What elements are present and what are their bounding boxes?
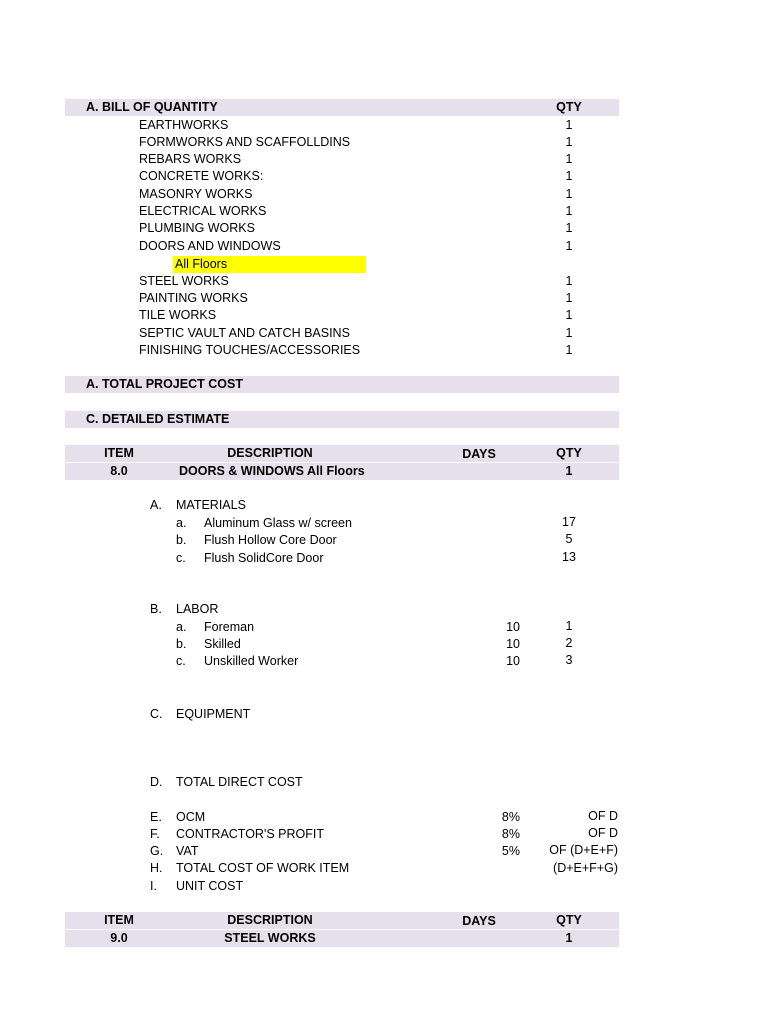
- boq-item-label: FINISHING TOUCHES/ACCESSORIES: [139, 343, 361, 357]
- section-label: EQUIPMENT: [176, 707, 251, 721]
- boq-item-label: SEPTIC VAULT AND CATCH BASINS: [139, 326, 350, 340]
- header-qty: QTY: [556, 446, 582, 460]
- boq-title: A. BILL OF QUANTITY: [86, 100, 218, 114]
- material-label: Flush SolidCore Door: [204, 551, 324, 565]
- labor-label: Unskilled Worker: [204, 654, 299, 668]
- labor-days: 10: [506, 637, 520, 651]
- cost-pct: 8%: [501, 827, 520, 841]
- boq-item-qty: 1: [565, 152, 573, 166]
- cost-label: CONTRACTOR'S PROFIT: [176, 827, 324, 841]
- cost-letter: F.: [150, 827, 160, 841]
- boq-item-qty: 1: [565, 343, 573, 357]
- boq-item-qty: 1: [565, 221, 573, 235]
- item-number: 9.0: [110, 931, 128, 945]
- cost-pct: 8%: [501, 810, 520, 824]
- sub-letter: c.: [176, 654, 186, 668]
- boq-qty-header: QTY: [556, 100, 582, 114]
- sub-letter: b.: [176, 637, 187, 651]
- cost-label: VAT: [176, 844, 199, 858]
- section-letter: B.: [150, 602, 162, 616]
- section-letter: D.: [150, 775, 163, 789]
- boq-item-qty: 1: [565, 169, 573, 183]
- table-header-band: [65, 912, 619, 929]
- cost-letter: H.: [150, 861, 163, 875]
- item-qty: 1: [565, 931, 573, 945]
- header-days: DAYS: [462, 914, 496, 928]
- cost-letter: E.: [150, 810, 162, 824]
- boq-item-qty: 1: [565, 204, 573, 218]
- header-description: DESCRIPTION: [227, 913, 313, 927]
- header-days: DAYS: [462, 447, 496, 461]
- header-qty: QTY: [556, 913, 582, 927]
- cost-of: OF (D+E+F): [549, 843, 618, 857]
- sub-letter: a.: [176, 516, 187, 530]
- material-label: Aluminum Glass w/ screen: [204, 516, 352, 530]
- cost-label: TOTAL COST OF WORK ITEM: [176, 861, 350, 875]
- boq-item-qty: 1: [565, 135, 573, 149]
- detailed-estimate-title: C. DETAILED ESTIMATE: [86, 412, 230, 426]
- sub-letter: c.: [176, 551, 186, 565]
- labor-qty: 2: [565, 636, 573, 650]
- header-item: ITEM: [104, 446, 134, 460]
- boq-item-label: STEEL WORKS: [139, 274, 229, 288]
- section-letter: A.: [150, 498, 162, 512]
- boq-item-label: PLUMBING WORKS: [139, 221, 255, 235]
- labor-days: 10: [506, 620, 520, 634]
- boq-item-qty: 1: [565, 308, 573, 322]
- sub-letter: b.: [176, 533, 187, 547]
- item-number: 8.0: [110, 464, 128, 478]
- labor-label: Foreman: [204, 620, 255, 634]
- section-label: MATERIALS: [176, 498, 246, 512]
- material-qty: 13: [562, 550, 576, 564]
- boq-item-qty: 1: [565, 274, 573, 288]
- item-row-band: [65, 930, 619, 947]
- boq-item-label: CONCRETE WORKS:: [139, 169, 264, 183]
- labor-qty: 3: [565, 653, 573, 667]
- cost-label: UNIT COST: [176, 879, 244, 893]
- highlight-label: All Floors: [175, 257, 228, 271]
- sub-letter: a.: [176, 620, 187, 634]
- boq-item-label: REBARS WORKS: [139, 152, 242, 166]
- cost-letter: I.: [150, 879, 157, 893]
- boq-item-label: DOORS AND WINDOWS: [139, 239, 281, 253]
- boq-item-label: ELECTRICAL WORKS: [139, 204, 267, 218]
- boq-item-qty: 1: [565, 187, 573, 201]
- material-label: Flush Hollow Core Door: [204, 533, 337, 547]
- boq-item-label: EARTHWORKS: [139, 118, 229, 132]
- cost-label: OCM: [176, 810, 206, 824]
- boq-item-qty: 1: [565, 118, 573, 132]
- boq-item-label: MASONRY WORKS: [139, 187, 253, 201]
- boq-item-qty: 1: [565, 326, 573, 340]
- cost-pct: 5%: [501, 844, 520, 858]
- header-item: ITEM: [104, 913, 134, 927]
- header-description: DESCRIPTION: [227, 446, 313, 460]
- total-project-cost-title: A. TOTAL PROJECT COST: [86, 377, 243, 391]
- boq-item-qty: 1: [565, 291, 573, 305]
- section-letter: C.: [150, 707, 163, 721]
- cost-of: OF D: [588, 826, 618, 840]
- boq-item-qty: 1: [565, 239, 573, 253]
- section-label: LABOR: [176, 602, 219, 616]
- labor-days: 10: [506, 654, 520, 668]
- item-description: DOORS & WINDOWS All Floors: [179, 464, 365, 478]
- boq-item-label: PAINTING WORKS: [139, 291, 248, 305]
- material-qty: 17: [562, 515, 576, 529]
- cost-of: (D+E+F+G): [553, 861, 618, 875]
- table-header-band: [65, 445, 619, 462]
- material-qty: 5: [565, 532, 573, 546]
- section-label: TOTAL DIRECT COST: [176, 775, 303, 789]
- labor-label: Skilled: [204, 637, 241, 651]
- boq-item-label: FORMWORKS AND SCAFFOLLDINS: [139, 135, 351, 149]
- labor-qty: 1: [565, 619, 573, 633]
- item-qty: 1: [565, 464, 573, 478]
- boq-item-label: TILE WORKS: [139, 308, 217, 322]
- cost-letter: G.: [150, 844, 164, 858]
- cost-of: OF D: [588, 809, 618, 823]
- item-description: STEEL WORKS: [224, 931, 316, 945]
